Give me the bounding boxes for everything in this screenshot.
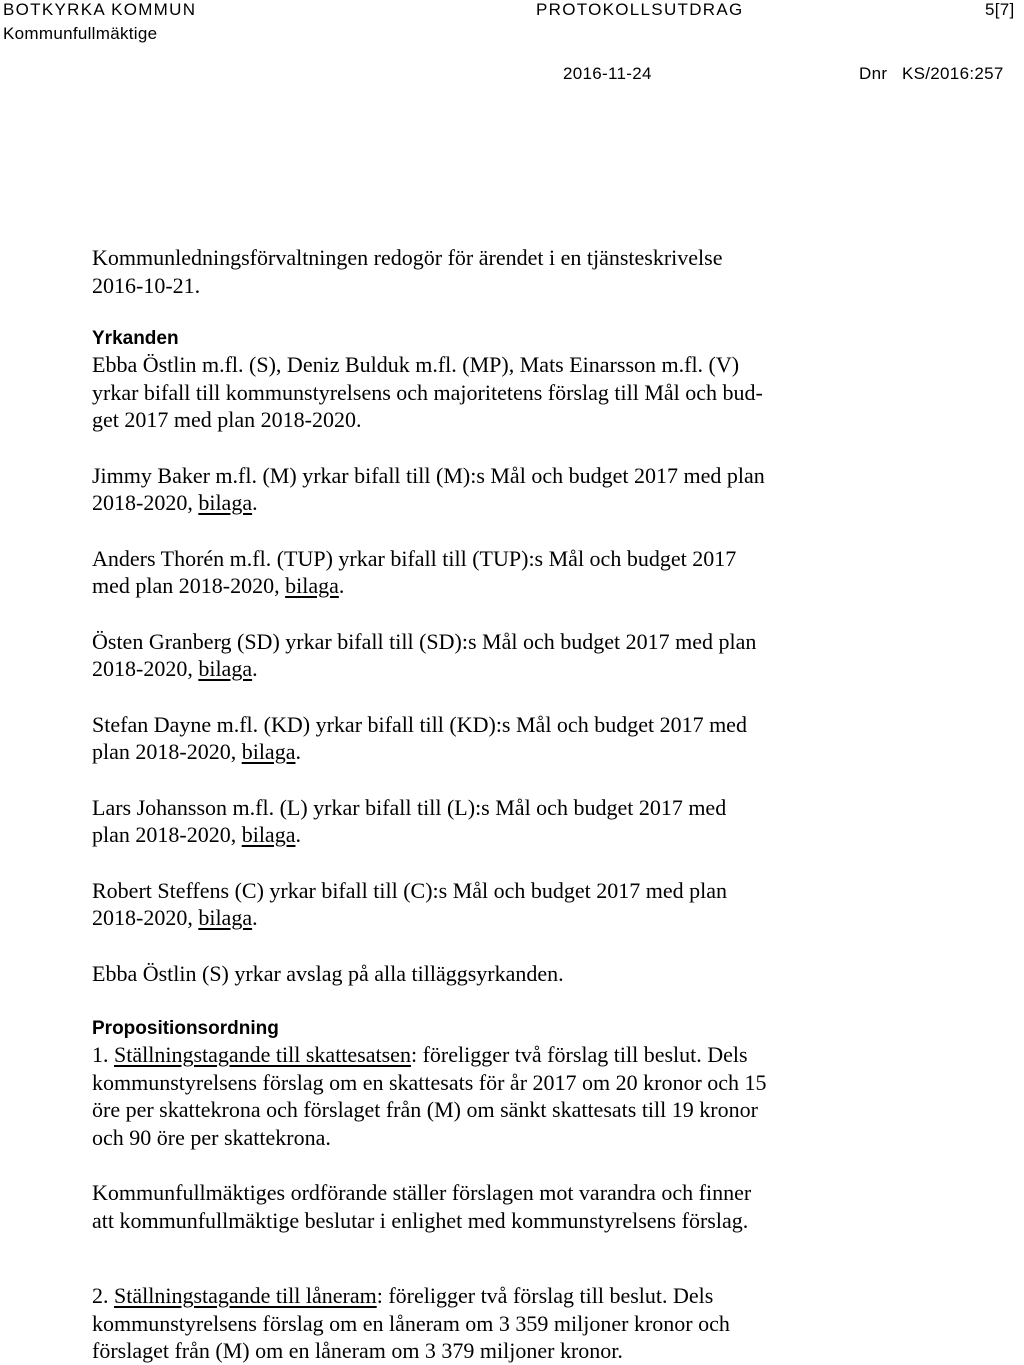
yrkande-paragraph <box>92 351 892 434</box>
intro-line: Kommunledningsförvaltningen redogör för ärendet i en tjänsteskrivelse <box>92 245 723 270</box>
text-line: plan 2018-2020, <box>92 822 242 847</box>
text-line: öre per skattekrona och förslaget från (M) om sänkt skattesats till 19 kronor <box>92 1097 758 1122</box>
bilaga-link[interactable]: bilaga <box>198 490 253 515</box>
text-line: Kommunfullmäktiges ordförande ställer förslagen mot varandra och finner <box>92 1180 752 1205</box>
bilaga-link[interactable]: bilaga <box>198 905 253 930</box>
text-line: Anders Thorén m.fl. (TUP) yrkar bifall till (TUP):s Mål och budget 2017 <box>92 545 737 571</box>
meeting-date: 2016-11-24 <box>563 64 652 83</box>
text-line: att kommunfullmäktige beslutar i enlighet med kommunstyrelsens förslag. <box>92 1207 749 1233</box>
dnr-value: KS/2016:257 <box>902 64 1004 83</box>
yrkande-paragraph <box>92 711 892 766</box>
yrkande-paragraph <box>92 545 892 600</box>
proposition-item-1 <box>92 1041 892 1151</box>
text-line: Östen Granberg (SD) yrkar bifall till (SD):s Mål och budget 2017 med plan <box>92 628 757 654</box>
text-line: Stefan Dayne m.fl. (KD) yrkar bifall till (KD):s Mål och budget 2017 med <box>92 711 747 737</box>
text-line: . <box>338 573 345 598</box>
yrkande-paragraph <box>92 628 892 683</box>
text-line: . <box>295 822 301 847</box>
dnr-label: Dnr <box>859 64 888 83</box>
item-number: 2. <box>92 1283 114 1308</box>
intro-paragraph <box>92 244 892 299</box>
text-line: : föreligger två förslag till beslut. Dels <box>410 1042 748 1067</box>
item-number: 1. <box>92 1042 114 1067</box>
yrkande-paragraph <box>92 960 892 988</box>
yrkande-paragraph <box>92 877 892 932</box>
item-title: Ställningstagande till låneram <box>114 1283 377 1308</box>
text-line: kommunstyrelsens förslag om en skattesats för år 2017 om 20 kronor och 15 <box>92 1069 767 1095</box>
document-body <box>92 244 892 1365</box>
propositionsordning-heading: Propositionsordning <box>92 1018 279 1039</box>
text-line: yrkar bifall till kommunstyrelsens och majoritetens förslag till Mål och bud- <box>92 379 763 405</box>
document-type: PROTOKOLLSUTDRAG <box>536 0 744 19</box>
text-line: 2018-2020, <box>92 490 199 515</box>
text-line: 2018-2020, <box>92 905 199 930</box>
text-line: kommunstyrelsens förslag om en låneram om 3 359 miljoner kronor och <box>92 1310 730 1336</box>
text-line: och 90 öre per skattekrona. <box>92 1124 331 1150</box>
bilaga-link[interactable]: bilaga <box>198 656 253 681</box>
bilaga-link[interactable]: bilaga <box>241 739 296 764</box>
municipality-name: BOTKYRKA KOMMUN <box>3 0 197 19</box>
text-line: : föreligger två förslag till beslut. Dels <box>376 1283 714 1308</box>
text-line: . <box>252 656 258 681</box>
text-line: . <box>252 905 258 930</box>
text-line: Robert Steffens (C) yrkar bifall till (C):s Mål och budget 2017 med plan <box>92 877 728 903</box>
intro-line: 2016-10-21. <box>92 272 201 298</box>
text-line: Ebba Östlin (S) yrkar avslag på alla tilläggsyrkanden. <box>92 960 564 986</box>
text-line: med plan 2018-2020, <box>92 573 286 598</box>
item-title: Ställningstagande till skattesatsen <box>114 1042 411 1067</box>
yrkanden-heading: Yrkanden <box>92 328 179 349</box>
text-line: plan 2018-2020, <box>92 739 242 764</box>
bilaga-link[interactable]: bilaga <box>285 573 339 598</box>
proposition-item-2 <box>92 1282 892 1365</box>
text-line: . <box>295 739 301 764</box>
body-name: Kommunfullmäktige <box>3 24 158 43</box>
yrkande-paragraph <box>92 462 892 517</box>
text-line: Jimmy Baker m.fl. (M) yrkar bifall till (M):s Mål och budget 2017 med plan <box>92 462 765 488</box>
decision-paragraph <box>92 1179 892 1234</box>
text-line: 2018-2020, <box>92 656 199 681</box>
text-line: get 2017 med plan 2018-2020. <box>92 407 362 432</box>
bilaga-link[interactable]: bilaga <box>241 822 296 847</box>
text-line: förslaget från (M) om en låneram om 3 379 miljoner kronor. <box>92 1338 623 1363</box>
text-line: . <box>252 490 258 515</box>
text-line: Ebba Östlin m.fl. (S), Deniz Bulduk m.fl. (MP), Mats Einarsson m.fl. (V) <box>92 352 740 377</box>
yrkande-paragraph <box>92 794 892 849</box>
text-line: Lars Johansson m.fl. (L) yrkar bifall till (L):s Mål och budget 2017 med <box>92 794 727 820</box>
page-number: 5[7] <box>985 0 1015 19</box>
